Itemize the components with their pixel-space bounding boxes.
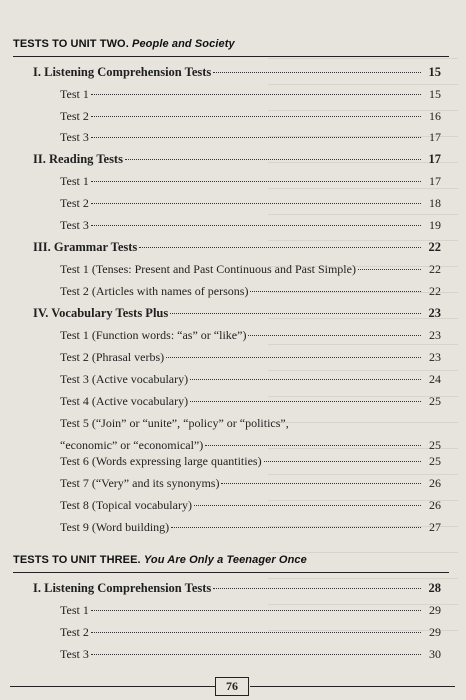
leader-dots — [205, 445, 421, 446]
leader-dots — [171, 527, 421, 528]
leader-dots — [91, 654, 421, 655]
toc-entry[interactable] — [60, 218, 441, 232]
leader-dots — [250, 291, 421, 292]
toc-entry[interactable] — [60, 647, 441, 661]
toc-page-number: 23 — [429, 350, 441, 364]
toc-entry[interactable] — [60, 196, 441, 210]
leader-dots — [166, 357, 421, 358]
leader-dots — [91, 632, 421, 633]
toc-entry-text: Test 5 (“Join” or “unite”, “policy” or “politics”, — [60, 416, 289, 430]
toc-entry[interactable] — [60, 262, 441, 276]
leader-dots — [91, 137, 421, 138]
leader-dots — [91, 610, 421, 611]
toc-entry-text: Test 3 — [60, 130, 89, 144]
toc-entry[interactable] — [60, 328, 441, 342]
leader-dots — [91, 116, 421, 117]
toc-entry[interactable] — [60, 174, 441, 188]
toc-page-number: 26 — [429, 498, 441, 512]
toc-page-number: 27 — [429, 520, 441, 534]
section-title-unit-two — [13, 38, 235, 50]
toc-entry[interactable] — [60, 394, 441, 408]
section-divider — [13, 56, 449, 57]
toc-entry[interactable] — [60, 416, 441, 453]
toc-entry-text: Test 1 (Tenses: Present and Past Continuous and Past Simple) — [60, 262, 356, 276]
toc-page-number: 16 — [429, 109, 441, 123]
page-number: 76 — [215, 677, 249, 696]
toc-page-number: 17 — [429, 174, 441, 188]
leader-dots — [264, 461, 421, 462]
toc-entry[interactable] — [60, 520, 441, 534]
toc-page-number: 22 — [429, 284, 441, 298]
leader-dots — [91, 94, 421, 95]
toc-entry[interactable] — [60, 350, 441, 364]
section-title-unit-three — [13, 554, 307, 566]
toc-page-number: 15 — [428, 65, 441, 79]
toc-heading[interactable] — [33, 152, 441, 166]
toc-page-number: 22 — [428, 240, 441, 254]
toc-entry-text: Test 9 (Word building) — [60, 520, 170, 534]
leader-dots — [213, 72, 421, 73]
toc-entry-text: II. Reading Tests — [33, 152, 123, 166]
footer-rule-left — [10, 686, 215, 687]
toc-page-number: 25 — [429, 454, 441, 468]
leader-dots — [248, 335, 421, 336]
toc-page-number: 19 — [429, 218, 441, 232]
section-subtitle: People and Society — [132, 38, 235, 50]
leader-dots — [213, 588, 421, 589]
toc-entry-text: Test 3 — [60, 647, 89, 661]
toc-entry[interactable] — [60, 284, 441, 298]
section-divider — [13, 572, 449, 573]
toc-heading[interactable] — [33, 306, 441, 320]
toc-entry[interactable] — [60, 625, 441, 639]
toc-entry[interactable] — [60, 454, 441, 468]
toc-entry-text: Test 2 — [60, 625, 89, 639]
toc-page-number: 23 — [428, 306, 441, 320]
toc-entry-text: Test 8 (Topical vocabulary) — [60, 498, 192, 512]
toc-entry[interactable] — [60, 603, 441, 617]
toc-entry-text: IV. Vocabulary Tests Plus — [33, 306, 169, 320]
toc-entry-text-continued: “economic” or “economical”) — [60, 438, 204, 452]
toc-page-number: 17 — [428, 152, 441, 166]
toc-page-number: 17 — [429, 130, 441, 144]
leader-dots — [221, 483, 421, 484]
toc-page-number: 26 — [429, 476, 441, 490]
section-title-label: TESTS TO UNIT THREE. — [13, 554, 141, 566]
toc-page-number: 30 — [429, 647, 441, 661]
toc-heading[interactable] — [33, 581, 441, 595]
leader-dots — [358, 269, 421, 270]
toc-entry-text: I. Listening Comprehension Tests — [33, 581, 212, 595]
toc-entry-text: Test 3 (Active vocabulary) — [60, 372, 189, 386]
toc-heading[interactable] — [33, 65, 441, 79]
leader-dots — [91, 225, 421, 226]
toc-entry-text: Test 4 (Active vocabulary) — [60, 394, 189, 408]
leader-dots — [190, 379, 421, 380]
toc-entry-text: Test 6 (Words expressing large quantities) — [60, 454, 262, 468]
toc-entry-text: Test 3 — [60, 218, 89, 232]
toc-entry[interactable] — [60, 130, 441, 144]
toc-entry-text: Test 2 — [60, 196, 89, 210]
section-title-label: TESTS TO UNIT TWO. — [13, 38, 129, 50]
toc-page-number: 24 — [429, 372, 441, 386]
leader-dots — [190, 401, 421, 402]
toc-entry-text: III. Grammar Tests — [33, 240, 138, 254]
toc-entry-text: Test 2 — [60, 109, 89, 123]
toc-entry-text: Test 2 (Phrasal verbs) — [60, 350, 165, 364]
leader-dots — [91, 181, 421, 182]
toc-entry-text: Test 7 (“Very” and its synonyms) — [60, 476, 220, 490]
toc-entry-text: Test 1 — [60, 87, 89, 101]
section-subtitle: You Are Only a Teenager Once — [143, 554, 307, 566]
toc-entry[interactable] — [60, 372, 441, 386]
toc-entry-text: Test 1 — [60, 603, 89, 617]
toc-page-number: 18 — [429, 196, 441, 210]
leader-dots — [91, 203, 421, 204]
toc-page-number: 29 — [429, 603, 441, 617]
toc-entry-text: Test 1 — [60, 174, 89, 188]
toc-entry[interactable] — [60, 476, 441, 490]
toc-page-number: 22 — [429, 262, 441, 276]
footer-rule-right — [250, 686, 455, 687]
toc-entry-text: Test 2 (Articles with names of persons) — [60, 284, 249, 298]
toc-entry[interactable] — [60, 109, 441, 123]
toc-page-number: 28 — [428, 581, 441, 595]
leader-dots — [139, 247, 421, 248]
toc-page-number: 29 — [429, 625, 441, 639]
toc-page-number: 25 — [429, 438, 441, 452]
leader-dots — [194, 505, 421, 506]
toc-entry-text: Test 1 (Function words: “as” or “like”) — [60, 328, 247, 342]
leader-dots — [125, 159, 421, 160]
toc-entry-text: I. Listening Comprehension Tests — [33, 65, 212, 79]
toc-page-number: 15 — [429, 87, 441, 101]
toc-entry[interactable] — [60, 498, 441, 512]
toc-heading[interactable] — [33, 240, 441, 254]
toc-page-number: 23 — [429, 328, 441, 342]
leader-dots — [170, 313, 421, 314]
toc-page-number: 25 — [429, 394, 441, 408]
toc-entry[interactable] — [60, 87, 441, 101]
